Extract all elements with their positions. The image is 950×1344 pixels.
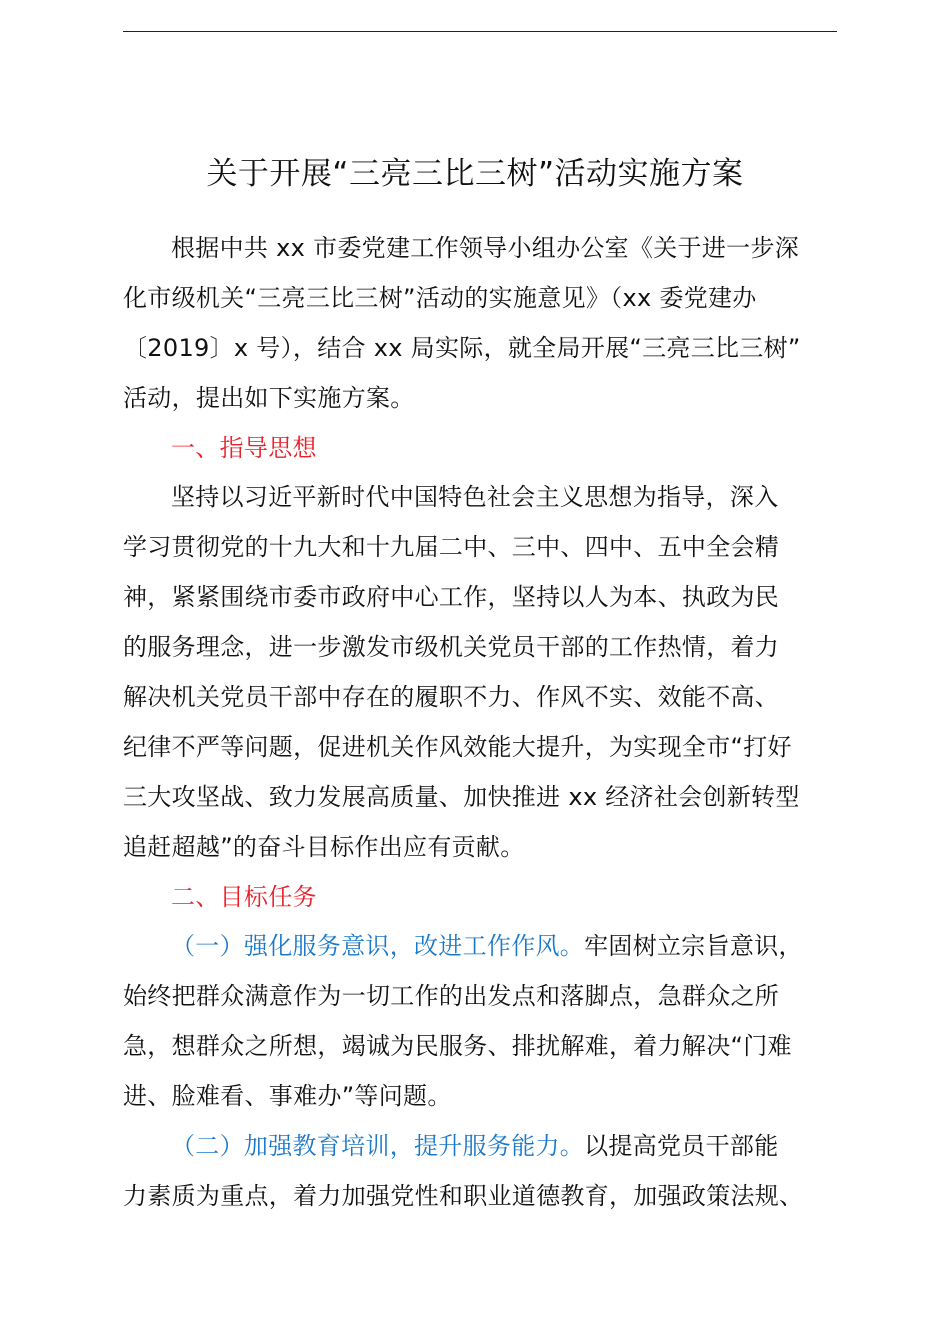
item1-line: 进、脸难看、事难办”等问题。 [123, 1082, 452, 1111]
document-title: 关于开展“三亮三比三树”活动实施方案 [206, 156, 744, 192]
section-heading-guiding-ideology: 一、指导思想 [171, 433, 317, 462]
section1-line: 学习贯彻党的十九大和十九届二中、三中、四中、五中全会精 [123, 533, 780, 562]
item2-lead-text: 以提高党员干部能 [584, 1132, 779, 1161]
section1-line: 三大攻坚战、致力发展高质量、加快推进 xx 经济社会创新转型 [123, 782, 800, 811]
item1-subheading: （一）强化服务意识，改进工作作风。 [171, 932, 585, 961]
intro-line: 活动，提出如下实施方案。 [123, 383, 415, 412]
item2-first-line [123, 1122, 837, 1172]
section1-line: 的服务理念，进一步激发市级机关党员干部的工作热情，着力 [123, 633, 780, 662]
item1-first-line [123, 922, 837, 972]
document-body [123, 224, 837, 1222]
section1-line: 坚持以习近平新时代中国特色社会主义思想为指导，深入 [171, 483, 779, 512]
section1-line: 解决机关党员干部中存在的履职不力、作风不实、效能不高、 [123, 683, 780, 712]
item2-line: 力素质为重点，着力加强党性和职业道德教育，加强政策法规、 [123, 1181, 804, 1210]
item1-line: 急，想群众之所想，竭诚为民服务、排扰解难，着力解决“门难 [123, 1032, 792, 1061]
item1-lead-text: 牢固树立宗旨意识， [584, 932, 803, 961]
item1-line: 始终把群众满意作为一切工作的出发点和落脚点，急群众之所 [123, 982, 780, 1011]
intro-line: 〔2019〕x 号），结合 xx 局实际，就全局开展“三亮三比三树” [123, 333, 801, 362]
section1-line: 神，紧紧围绕市委市政府中心工作，坚持以人为本、执政为民 [123, 583, 780, 612]
section-heading-objectives: 二、目标任务 [171, 882, 317, 911]
intro-line: 根据中共 xx 市委党建工作领导小组办公室《关于进一步深 [171, 234, 800, 262]
header-rule [123, 31, 837, 32]
section1-line: 纪律不严等问题，促进机关作风效能大提升，为实现全市“打好 [123, 732, 792, 761]
section1-line: 追赶超越”的奋斗目标作出应有贡献。 [123, 832, 525, 861]
intro-line: 化市级机关“三亮三比三树”活动的实施意见》（xx 委党建办 [123, 283, 757, 312]
item2-subheading: （二）加强教育培训，提升服务能力。 [171, 1132, 585, 1161]
